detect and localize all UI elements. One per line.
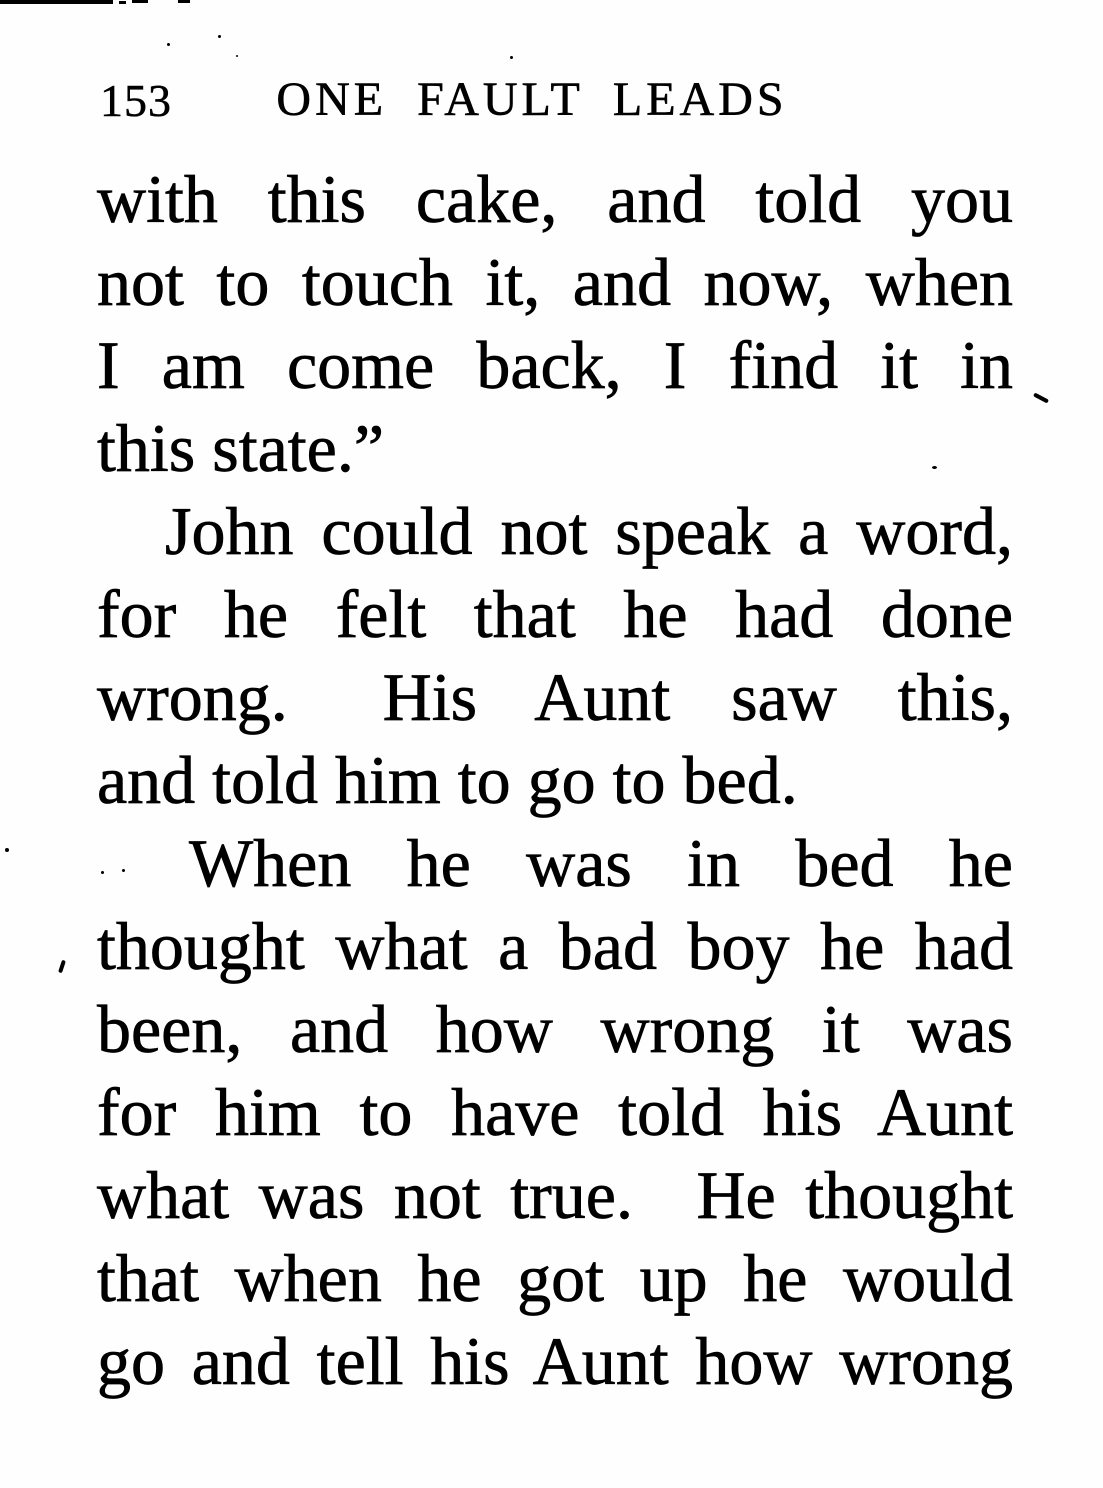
text-line: for him to have told his Aunt (97, 1074, 1013, 1150)
text-line: not to touch it, and now, when (97, 244, 1013, 320)
scan-mark (178, 0, 190, 3)
scan-stray-comma (58, 960, 66, 974)
text-line: been, and how wrong it was (97, 991, 1013, 1067)
text-line: for he felt that he had done (97, 576, 1013, 652)
text-line: thought what a bad boy he had (97, 908, 1013, 984)
page-number: 153 (100, 75, 172, 126)
scan-mark (132, 0, 148, 3)
text-line: this state.” (97, 410, 385, 486)
body-text (97, 158, 1013, 1403)
text-line: wrong. His Aunt saw this, (97, 659, 1013, 735)
text-line: John could not speak a word, (165, 493, 1013, 569)
scan-speck (510, 56, 513, 59)
text-line: go and tell his Aunt how wrong (97, 1323, 1013, 1399)
scan-speck (167, 43, 170, 46)
scan-stray-accent (1033, 392, 1049, 403)
running-title: ONE FAULT LEADS (276, 73, 788, 126)
text-line: When he was in bed he (189, 825, 1013, 901)
scan-speck (5, 848, 9, 852)
text-line: that when he got up he would (97, 1240, 1013, 1316)
text-line: what was not true. He thought (97, 1157, 1013, 1233)
scan-mark (0, 0, 113, 4)
scan-speck (218, 35, 221, 38)
text-line: I am come back, I find it in (97, 327, 1013, 403)
text-line: with this cake, and told you (97, 161, 1013, 237)
text-line: and told him to go to bed. (97, 742, 798, 818)
scan-mark (119, 1, 126, 4)
scan-speck (236, 55, 238, 57)
